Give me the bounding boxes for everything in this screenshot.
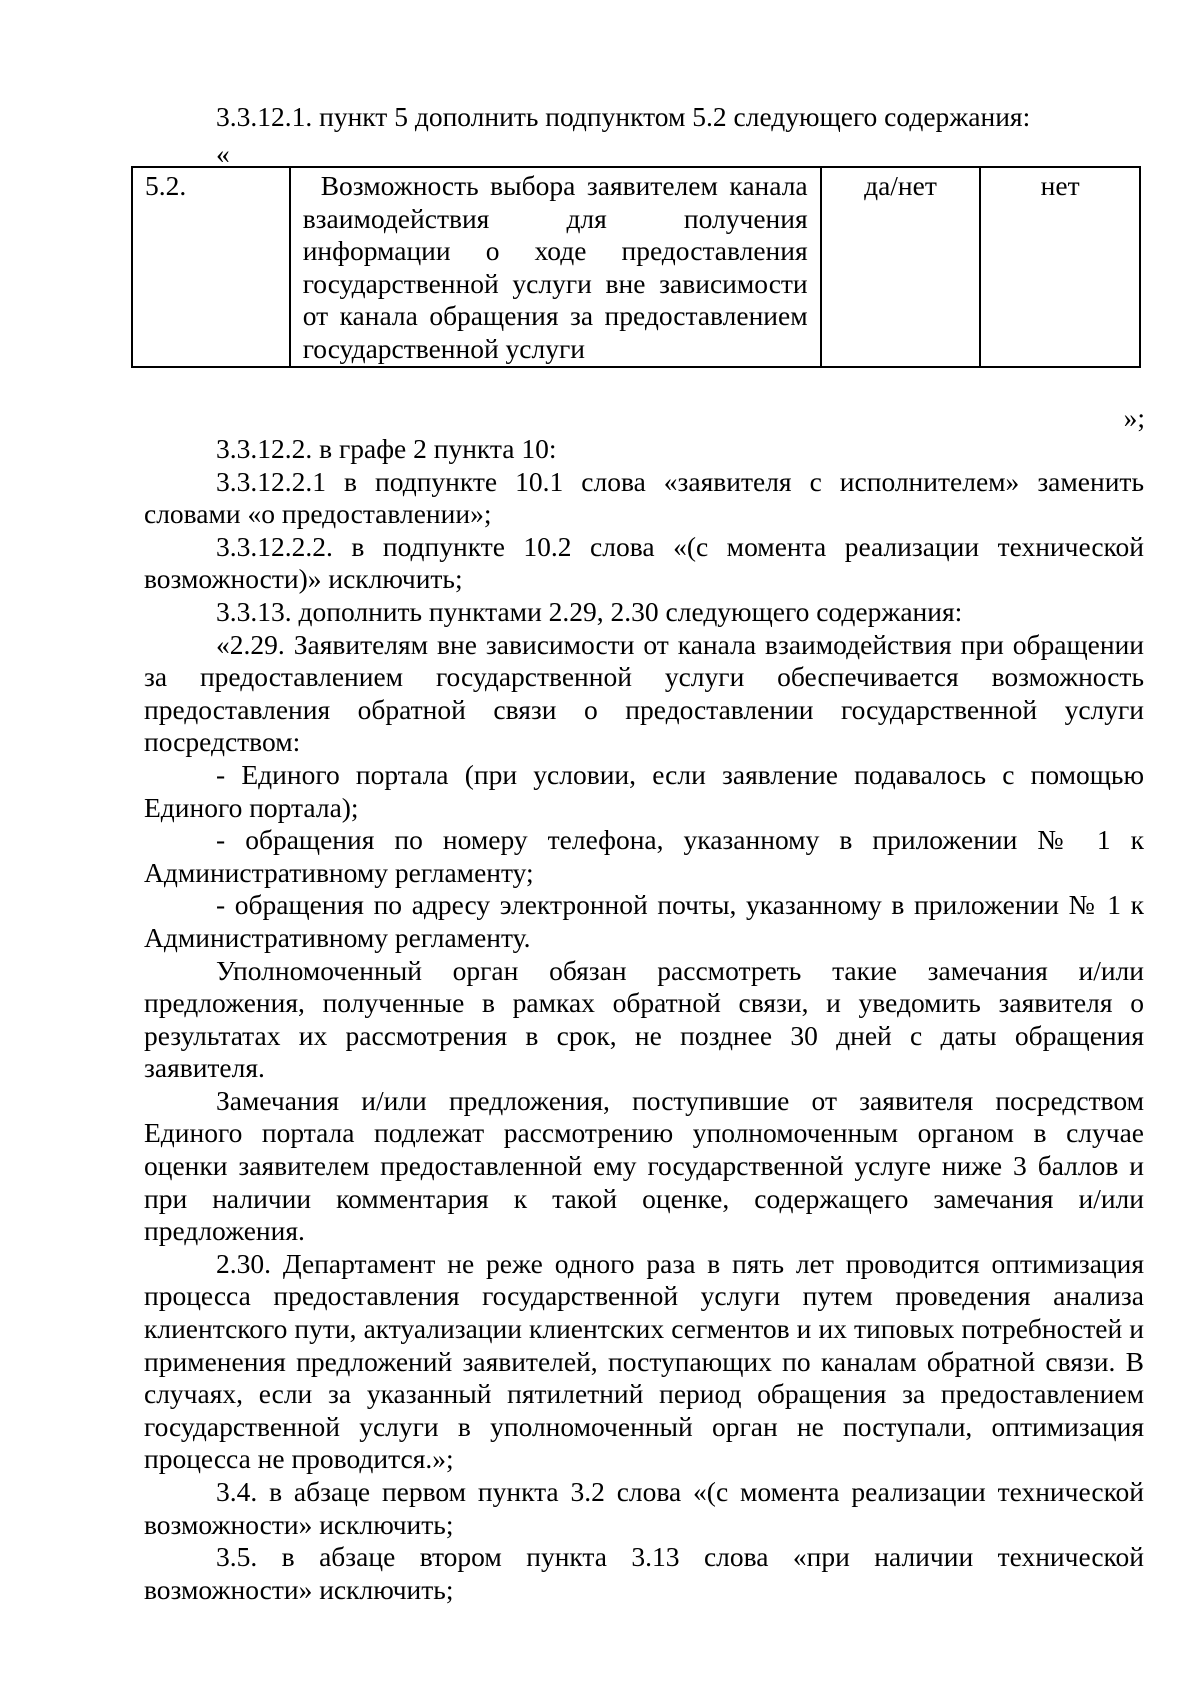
paragraph: - обращения по номеру телефона, указанному в приложении № 1 к Административному регламенту;: [144, 824, 1144, 888]
paragraph: «2.29. Заявителям вне зависимости от канала взаимодействия при обращении за предоставлением государственной услуги обеспечивается возможность предоставления обратной связи о предоставлении государственной услуги посредством:: [144, 628, 1144, 758]
paragraph: - обращения по адресу электронной почты, указанному в приложении № 1 к Административному регламенту.: [144, 889, 1144, 953]
table-row: [132, 167, 1140, 367]
intro-block: [144, 101, 1144, 134]
paragraph: - Единого портала (при условии, если заявление подавалось с помощью Единого портала);: [144, 758, 1144, 823]
paragraph: 3.3.12.2.2. в подпункте 10.2 слова «(с момента реализации технической возможности)» исключить;: [144, 530, 1144, 595]
paragraph: 3.4. в абзаце первом пункта 3.2 слова «(с момента реализации технической возможности» исключить;: [144, 1476, 1144, 1540]
paragraph: 3.3.12.2. в графе 2 пункта 10:: [216, 433, 557, 464]
heading-line: 3.3.12.1. пункт 5 дополнить подпунктом 5.2 следующего содержания:: [216, 101, 1031, 132]
row-unit-cell: да/нет: [821, 167, 981, 367]
paragraph: 3.5. в абзаце втором пункта 3.13 слова «при наличии технической возможности» исключить;: [144, 1541, 1144, 1605]
paragraph: 3.3.13. дополнить пунктами 2.29, 2.30 следующего содержания:: [216, 595, 963, 627]
row-value-cell: нет: [980, 167, 1140, 367]
quote-close: »;: [1123, 402, 1145, 433]
quote-open: «: [216, 138, 230, 169]
paragraph: Замечания и/или предложения, поступившие от заявителя посредством Единого портала подлежат рассмотрению уполномоченным органом в случае оценки заявителем предоставленной ему государственной услуге ниже 3 баллов и при наличии комментария к такой оценке, содержащего замечания и/или предложения.: [144, 1084, 1144, 1247]
paragraph: Уполномоченный орган обязан рассмотреть такие замечания и/или предложения, полученные в рамках обратной связи, и уведомить заявителя о результатах их рассмотрения в срок, не позднее 30 дней с даты обращения заявителя.: [144, 954, 1144, 1084]
row-description-cell: Возможность выбора заявителем канала взаимодействия для получения информации о ходе предоставления государственной услуги вне зависимости от канала обращения за предоставлением государственной услуги: [290, 167, 821, 367]
row-number-cell: 5.2.: [132, 167, 290, 367]
paragraph: 3.3.12.2.1 в подпункте 10.1 слова «заявителя с исполнителем» заменить словами «о предоставлении»;: [144, 465, 1144, 530]
amendment-table: [131, 166, 1141, 368]
paragraph: 2.30. Департамент не реже одного раза в пять лет проводится оптимизация процесса предоставления государственной услуги путем проведения анализа клиентского пути, актуализации клиентских сегментов и их типовых потребностей и применения предложений заявителей, поступающих по каналам обратной связи. В случаях, если за указанный пятилетний период обращения за предоставлением государственной услуги в уполномоченный орган не поступали, оптимизация процесса не проводится.»;: [144, 1247, 1144, 1475]
body-text: [144, 433, 1144, 1606]
